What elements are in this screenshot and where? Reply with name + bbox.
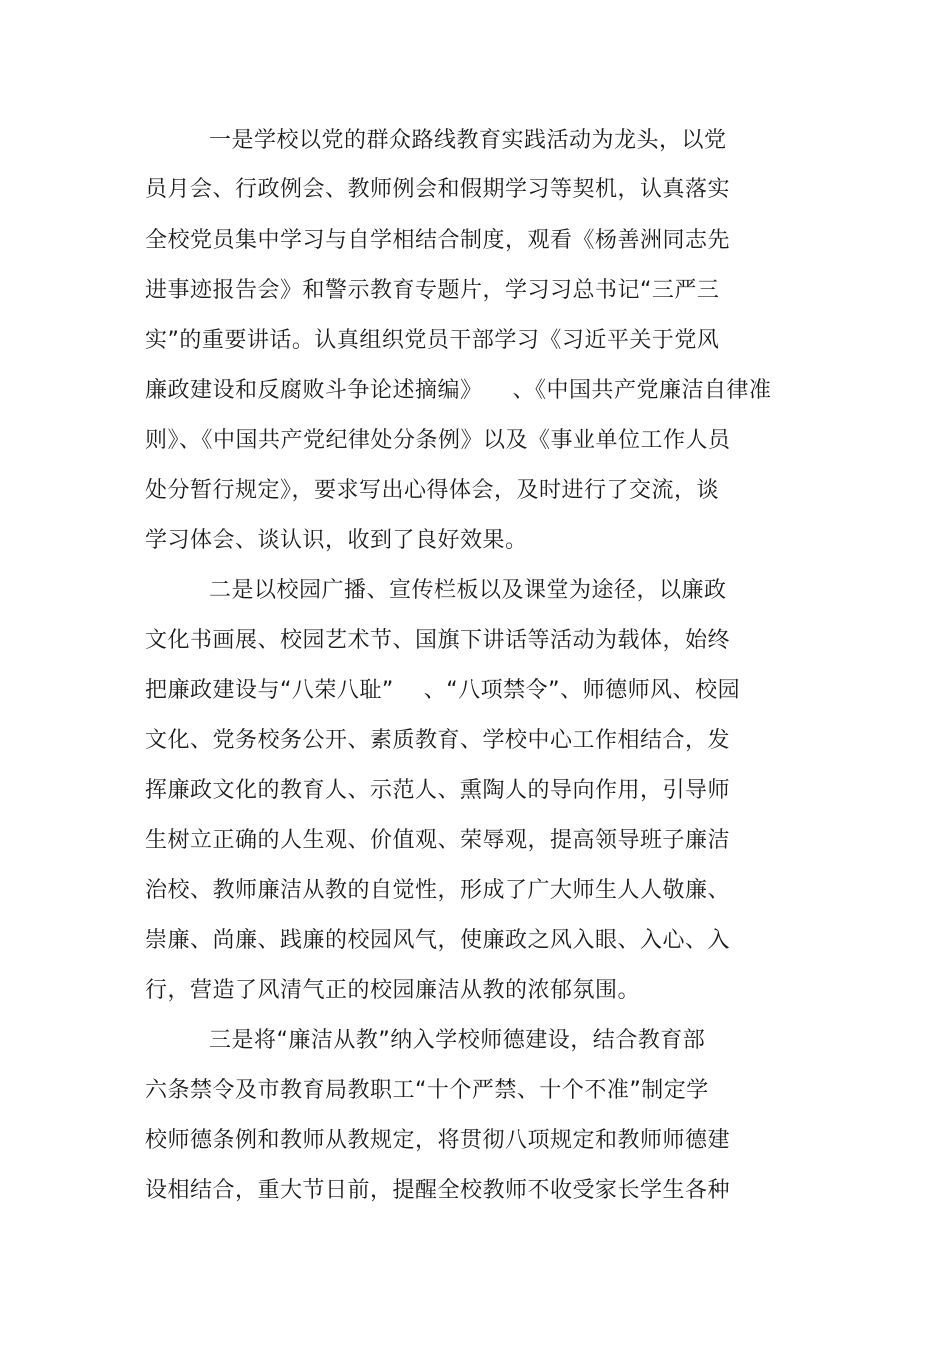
paragraph-1-line-6: 廉政建设和反腐败斗争论述摘编》 、《中国共产党廉洁自律准 [145,378,772,403]
paragraph-2-line-2: 文化书画展、校园艺术节、国旗下讲话等活动为载体，始终 [145,628,731,653]
paragraph-1-line-7: 则》、《中国共产党纪律处分条例》以及《事业单位工作人员 [145,428,731,453]
paragraph-1-line-2: 员月会、行政例会、教师例会和假期学习等契机，认真落实 [145,177,731,202]
paragraph-1-line-1: 一是学校以党的群众路线教育实践活动为龙头，以党 [209,128,727,153]
paragraph-3-line-4: 设相结合，重大节日前，提醒全校教师不收受家长学生各种 [145,1178,731,1203]
paragraph-3-line-3: 校师德条例和教师从教规定，将贯彻八项规定和教师师德建 [145,1128,731,1153]
paragraph-2-line-6: 生树立正确的人生观、价值观、荣辱观，提高领导班子廉洁 [145,828,731,853]
paragraph-1-line-5: 实”的重要讲话。认真组织党员干部学习《习近平关于党风 [145,328,720,353]
paragraph-2-line-1: 二是以校园广播、宣传栏板以及课堂为途径，以廉政 [209,578,727,603]
paragraph-1-line-4: 进事迹报告会》和警示教育专题片，学习习总书记“三严三 [145,278,720,303]
paragraph-2-line-7: 治校、教师廉洁从教的自觉性，形成了广大师生人人敬廉、 [145,878,731,903]
paragraph-2-line-8: 崇廉、尚廉、践廉的校园风气，使廉政之风入眼、入心、入 [145,928,731,953]
paragraph-1-line-3: 全校党员集中学习与自学相结合制度，观看《杨善洲同志先 [145,228,731,253]
paragraph-1-line-9: 学习体会、谈认识，收到了良好效果。 [145,528,528,553]
paragraph-2-line-3: 把廉政建设与“八荣八耻” 、“八项禁令”、师德师风、校园 [145,678,741,703]
paragraph-2-line-9: 行，营造了风清气正的校园廉洁从教的浓郁氛围。 [145,978,641,1003]
paragraph-2-line-4: 文化、党务校务公开、素质教育、学校中心工作相结合，发 [145,728,731,753]
paragraph-2-line-5: 挥廉政文化的教育人、示范人、熏陶人的导向作用，引导师 [145,778,731,803]
paragraph-3-line-1: 三是将“廉洁从教”纳入学校师德建设，结合教育部 [209,1028,706,1053]
paragraph-1-line-8: 处分暂行规定》，要求写出心得体会，及时进行了交流，谈 [145,478,720,503]
paragraph-3-line-2: 六条禁令及市教育局教职工“十个严禁、十个不准”制定学 [145,1078,709,1103]
